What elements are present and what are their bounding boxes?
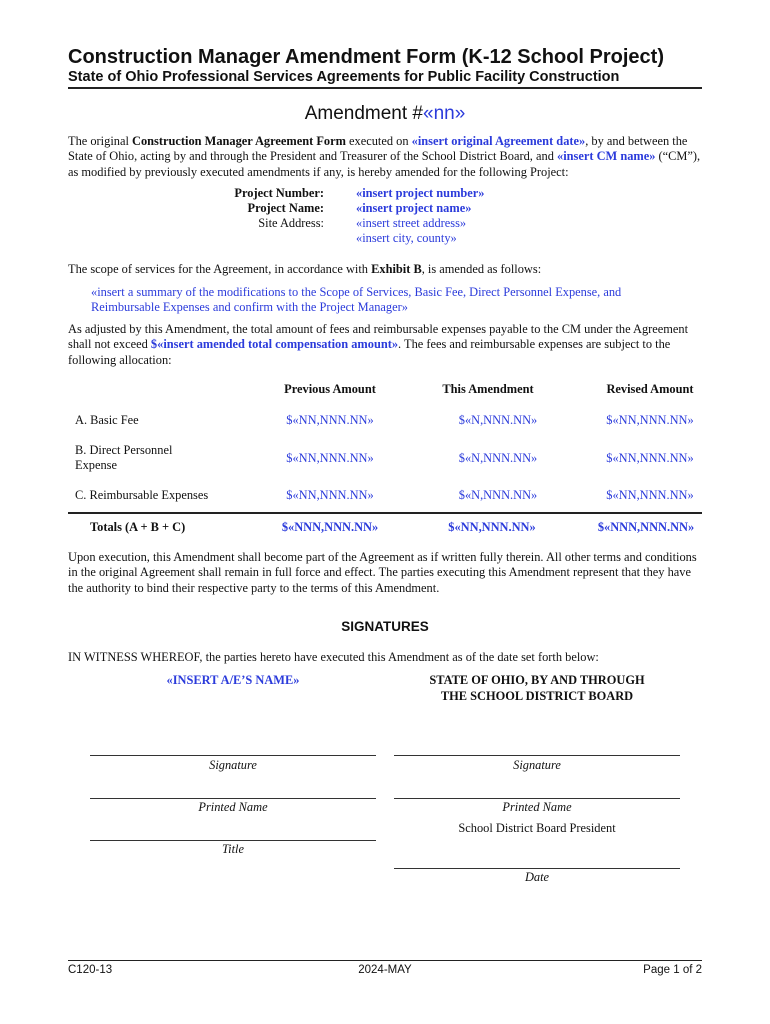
intro-text: The original: [68, 134, 132, 148]
row-label-totals: Totals (A + B + C): [90, 520, 186, 534]
ae-printed-name-caption: Printed Name: [198, 800, 268, 814]
totals-amendment-field[interactable]: $«NN,NNN.NN»: [448, 520, 536, 534]
ae-title-line[interactable]: [90, 840, 376, 841]
reimb-previous-field[interactable]: $«NN,NNN.NN»: [286, 488, 374, 502]
board-signature-line[interactable]: [394, 755, 680, 756]
project-name-label: Project Name:: [247, 201, 324, 215]
amended-total-field[interactable]: $«insert amended total compensation amount»: [150, 337, 399, 352]
ae-title-caption: Title: [221, 842, 245, 856]
board-printed-name-caption: Printed Name: [502, 800, 572, 814]
amendment-number-field[interactable]: «nn»: [423, 103, 466, 124]
page-number: Page 1 of 2: [643, 964, 702, 976]
project-name-field[interactable]: «insert project name»: [356, 201, 472, 215]
form-subtitle: State of Ohio Professional Services Agreements for Public Facility Construction: [68, 69, 620, 85]
execution-paragraph: Upon execution, this Amendment shall become part of the Agreement as if written fully therein. All other terms and conditions in the original Agreement shall remain in full force and effect. The parties executing this Amendment represent that they have the authority to bind their respective party to the terms of this Amendment.: [68, 550, 697, 595]
form-title: Construction Manager Amendment Form (K-12 School Project): [68, 46, 664, 68]
dpe-revised-field[interactable]: $«NN,NNN.NN»: [606, 451, 694, 465]
board-president-title: School District Board President: [458, 821, 616, 835]
project-number-field[interactable]: «insert project number»: [356, 186, 485, 200]
scope-paragraph: [68, 262, 702, 277]
dpe-previous-field[interactable]: $«NN,NNN.NN»: [286, 451, 374, 465]
state-party-line-2: THE SCHOOL DISTRICT BOARD: [440, 688, 634, 703]
ae-signature-caption: Signature: [209, 758, 257, 772]
scope-summary-field[interactable]: «insert a summary of the modifications to the Scope of Services, Basic Fee, Direct Personnel Expense, and Reimbursable Expenses and confirm with the Project Manager»: [91, 285, 622, 315]
exhibit-reference: Exhibit B: [371, 262, 422, 276]
amendment-heading: [0, 103, 770, 125]
site-address-label: Site Address:: [258, 216, 324, 230]
col-header-this-amendment: This Amendment: [442, 382, 534, 396]
agreement-date-field[interactable]: «insert original Agreement date»: [411, 134, 586, 148]
intro-text: , by and between the State of Ohio, acting by and through the President and Treasurer of the School District Board, and: [68, 134, 688, 164]
adjustment-paragraph: [68, 322, 702, 368]
amendment-label: Amendment #: [304, 103, 423, 124]
adjustment-text: . The fees and reimbursable expenses are subject to the following allocation:: [68, 337, 671, 367]
intro-paragraph: [68, 134, 702, 180]
ae-printed-name-line[interactable]: [90, 798, 376, 799]
witness-statement: IN WITNESS WHEREOF, the parties hereto have executed this Amendment as of the date set forth below:: [68, 650, 599, 664]
totals-divider: [68, 512, 702, 514]
ae-signature-line[interactable]: [90, 755, 376, 756]
city-county-field[interactable]: «insert city, county»: [356, 231, 457, 245]
board-date-caption: Date: [524, 870, 550, 884]
intro-text: executed on: [345, 134, 412, 148]
reimb-amendment-field[interactable]: $«N,NNN.NN»: [458, 488, 538, 502]
board-date-line[interactable]: [394, 868, 680, 869]
totals-revised-field[interactable]: $«NNN,NNN.NN»: [597, 520, 695, 534]
street-address-field[interactable]: «insert street address»: [356, 216, 467, 230]
intro-text: (“CM”), as modified by previously executed amendments if any, is hereby amended for the following Project:: [68, 149, 701, 179]
agreement-form-name: Construction Manager Agreement Form: [132, 134, 346, 148]
board-printed-name-line[interactable]: [394, 798, 680, 799]
cm-name-field[interactable]: «insert CM name»: [557, 149, 656, 164]
project-number-label: Project Number:: [234, 186, 324, 200]
scope-text: The scope of services for the Agreement, in accordance with: [68, 262, 372, 276]
col-header-previous: Previous Amount: [284, 382, 376, 396]
row-label-basic-fee: A. Basic Fee: [75, 413, 139, 427]
form-id: C120-13: [68, 964, 113, 976]
board-signature-caption: Signature: [513, 758, 561, 772]
dpe-amendment-field[interactable]: $«N,NNN.NN»: [458, 451, 538, 465]
scope-text: , is amended as follows:: [421, 262, 542, 276]
state-party-name: [394, 673, 680, 704]
basic-fee-amendment-field[interactable]: $«N,NNN.NN»: [458, 413, 538, 427]
ae-name-field[interactable]: «INSERT A/E’S NAME»: [166, 673, 300, 687]
totals-previous-field[interactable]: $«NNN,NNN.NN»: [281, 520, 379, 534]
basic-fee-previous-field[interactable]: $«NN,NNN.NN»: [286, 413, 374, 427]
footer-divider: [68, 960, 702, 961]
row-label-direct-personnel: B. Direct Personnel Expense: [75, 443, 173, 473]
form-version: 2024-MAY: [358, 964, 412, 976]
reimb-revised-field[interactable]: $«NN,NNN.NN»: [606, 488, 694, 502]
row-label-reimbursable: C. Reimbursable Expenses: [75, 488, 209, 502]
state-party-line-1: STATE OF OHIO, BY AND THROUGH: [429, 673, 645, 687]
header-divider: [68, 87, 702, 89]
signatures-heading: SIGNATURES: [341, 619, 429, 634]
col-header-revised: Revised Amount: [606, 382, 694, 396]
adjustment-text: As adjusted by this Amendment, the total amount of fees and reimbursable expenses payable to the CM under the Agreement shall not exceed: [68, 322, 689, 352]
basic-fee-revised-field[interactable]: $«NN,NNN.NN»: [606, 413, 694, 427]
